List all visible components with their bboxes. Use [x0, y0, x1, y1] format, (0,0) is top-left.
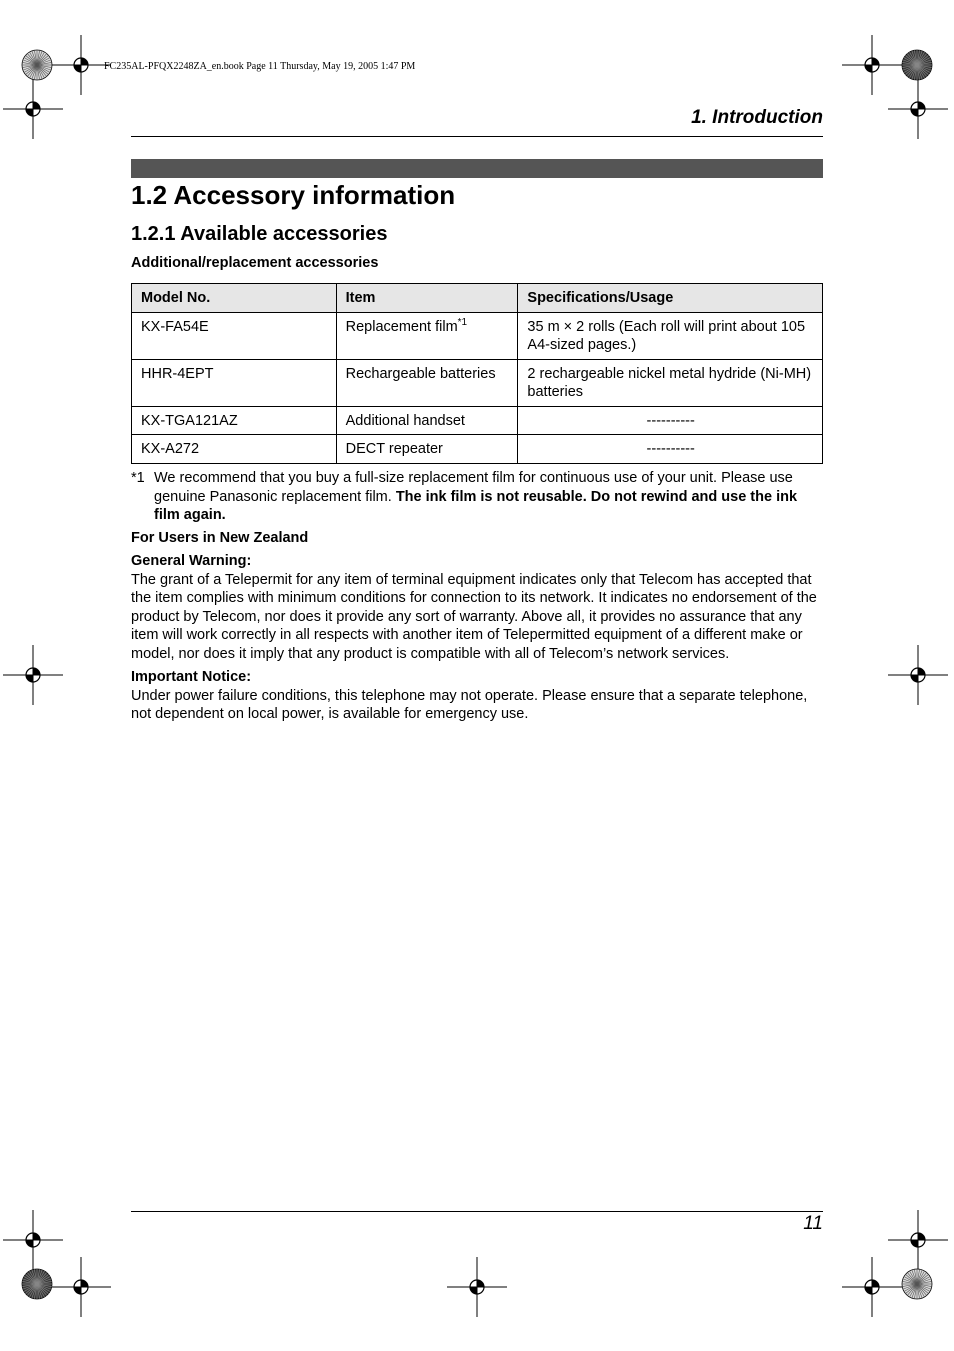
cell-spec: 2 rechargeable nickel metal hydride (Ni-MH) batteries [518, 359, 823, 406]
footnote [131, 469, 823, 525]
registration-mark-bottom-right-icon [842, 1257, 902, 1317]
footnote-reference: *1 [457, 316, 468, 328]
registration-mark-left-upper-icon [3, 79, 63, 139]
cell-model: KX-FA54E [132, 312, 337, 359]
general-warning-heading: General Warning: [131, 553, 252, 569]
footer-rule [131, 1211, 823, 1212]
chapter-title: 1. Introduction [691, 107, 823, 128]
cell-item: Additional handset [336, 406, 518, 435]
starburst-disc-top-right-icon [901, 49, 933, 81]
table-row [132, 312, 823, 359]
header-spec: Specifications/Usage [518, 284, 823, 313]
cell-spec: ---------- [518, 406, 823, 435]
table-heading: Additional/replacement accessories [131, 255, 379, 271]
cell-model: HHR-4EPT [132, 359, 337, 406]
table-header-row [132, 284, 823, 313]
cell-model: KX-A272 [132, 435, 337, 464]
important-notice [131, 668, 823, 724]
general-warning-text: The grant of a Telepermit for any item of terminal equipment indicates only that Telecom has accepted that the item complies with minimum conditions for connection to its network. It indicates no endorsement of the product by Telecom, nor does it provide any sort of warranty. Above all, it provides no assurance that any item will work correctly in all respects with another item of Telepermitted equipment of a different make or model, nor does it imply that any product is compatible with all of Telecom’s network services. [131, 571, 817, 662]
page-number: 11 [803, 1213, 823, 1234]
print-header: FC235AL-PFQX2248ZA_en.book Page 11 Thursday, May 19, 2005 1:47 PM [104, 61, 416, 72]
general-warning [131, 552, 823, 663]
cell-model: KX-TGA121AZ [132, 406, 337, 435]
cell-spec: ---------- [518, 435, 823, 464]
footnote-bold-text: The ink film is not reusable. Do not rewind and use the ink film again. [154, 488, 798, 523]
table-row [132, 406, 823, 435]
subsection-title: 1.2.1 Available accessories [131, 223, 388, 245]
footnote-text: We recommend that you buy a full-size replacement film for continuous use of your unit. Please use genuine Panasonic replacement film. [154, 470, 793, 505]
cell-item: DECT repeater [336, 435, 518, 464]
cell-item: Rechargeable batteries [336, 359, 518, 406]
registration-mark-left-middle-icon [3, 645, 63, 705]
registration-mark-bottom-left-icon [51, 1257, 111, 1317]
cell-spec: 35 m × 2 rolls (Each roll will print about 105 A4-sized pages.) [518, 312, 823, 359]
footnote-mark: *1 [131, 470, 145, 486]
nz-heading: For Users in New Zealand [131, 530, 309, 546]
header-model: Model No. [132, 284, 337, 313]
registration-mark-right-middle-icon [888, 645, 948, 705]
cell-item-text: Replacement film [345, 318, 458, 335]
cell-item [336, 312, 518, 359]
starburst-disc-bottom-left-icon [21, 1268, 53, 1300]
important-notice-heading: Important Notice: [131, 669, 252, 685]
table-row [132, 359, 823, 406]
important-notice-text: Under power failure conditions, this telephone may not operate. Please ensure that a separate telephone, not dependent on local power, is available for emergency use. [131, 687, 808, 722]
starburst-disc-bottom-right-icon [901, 1268, 933, 1300]
registration-mark-right-upper-icon [888, 79, 948, 139]
section-bar [131, 159, 823, 178]
header-item: Item [336, 284, 518, 313]
starburst-disc-top-left-icon [21, 49, 53, 81]
footnote-body [154, 469, 823, 525]
registration-mark-bottom-center-icon [447, 1257, 507, 1317]
section-title: 1.2 Accessory information [131, 180, 456, 210]
table-row [132, 435, 823, 464]
header-rule [131, 136, 823, 137]
accessories-table [131, 283, 823, 464]
